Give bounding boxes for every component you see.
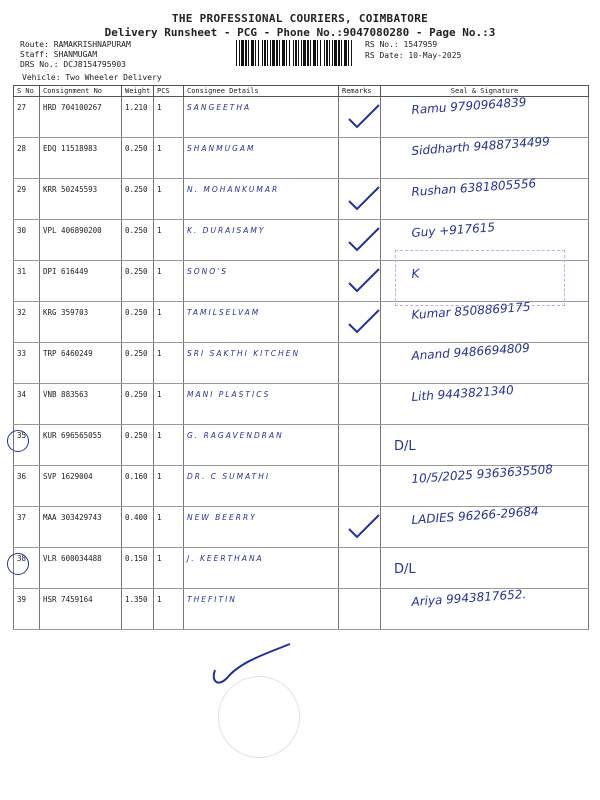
sno-cell: 38 [14,548,40,589]
rs-number: RS No.: 1547959 [365,40,438,49]
barcode-icon [236,40,356,66]
consignment-cell: HRD 704100267 [40,97,122,138]
column-header: PCS [154,86,184,97]
weight-cell: 0.150 [122,548,154,589]
pcs-cell: 1 [154,507,184,548]
consignment-cell: HSR 7459164 [40,589,122,630]
route-staff-block [20,40,131,70]
remarks-cell [339,302,381,343]
remarks-cell [339,179,381,220]
consignment-cell: EDQ 11518983 [40,138,122,179]
table-row [14,179,589,220]
vehicle-text: Vehicle: Two Wheeler Delivery [22,73,162,82]
consignee-cell: J. KEERTHANA [184,548,339,589]
weight-cell: 0.400 [122,507,154,548]
consignee-cell: K. DURAISAMY [184,220,339,261]
sno-cell: 29 [14,179,40,220]
pcs-cell: 1 [154,425,184,466]
tick-mark-icon [347,185,381,211]
sno-cell: 39 [14,589,40,630]
column-header: S No [14,86,40,97]
signature-text: Siddharth 9488734499 [411,134,551,158]
remarks-cell [339,384,381,425]
consignment-cell: KRR 50245593 [40,179,122,220]
sno-cell: 27 [14,97,40,138]
column-header: Remarks [339,86,381,97]
weight-cell: 1.210 [122,97,154,138]
remarks-cell [339,425,416,466]
company-seal-stamp [395,250,565,306]
sno-cell: 28 [14,138,40,179]
remarks-cell [339,220,381,261]
consignment-cell: VLR 600034488 [40,548,122,589]
pcs-cell: 1 [154,548,184,589]
tick-mark-icon [347,103,381,129]
table-header-row [14,86,589,97]
tick-mark-icon [347,226,381,252]
sno-cell: 34 [14,384,40,425]
signature-text: K [411,266,420,281]
consignment-cell: KRG 359703 [40,302,122,343]
signature-cell [381,299,589,343]
pcs-cell: 1 [154,589,184,630]
consignee-cell: SHANMUGAM [184,138,339,179]
consignee-cell: TAMILSELVAM [184,302,339,343]
weight-cell: 0.250 [122,220,154,261]
column-header: Consignment No [40,86,122,97]
pcs-cell: 1 [154,138,184,179]
tick-mark-icon [347,308,381,334]
signature-cell [381,548,589,589]
circled-serial-mark [7,553,29,575]
sno-cell: 36 [14,466,40,507]
signature-cell [381,94,589,138]
weight-cell: 1.350 [122,589,154,630]
consignee-cell: N. MOHANKUMAR [184,179,339,220]
table-row [14,138,589,179]
signature-cell [381,462,589,507]
table-row [14,384,589,425]
signature-cell [381,340,589,384]
weight-cell: 0.250 [122,138,154,179]
table-row [14,466,589,507]
weight-cell: 0.250 [122,425,154,466]
sno-cell: 30 [14,220,40,261]
consignment-cell: DPI 616449 [40,261,122,302]
remarks-cell [339,97,381,138]
pcs-cell: 1 [154,466,184,507]
sno-cell: 33 [14,343,40,384]
sno-cell: 37 [14,507,40,548]
pcs-cell: 1 [154,261,184,302]
table-row [14,589,589,630]
signature-text: Ramu 9790964839 [411,94,527,117]
circled-serial-mark [7,430,29,452]
table-row [14,302,589,343]
consignee-cell: THEFITIN [184,589,339,630]
column-header: Consignee Details [184,86,339,97]
pcs-cell: 1 [154,97,184,138]
pcs-cell: 1 [154,302,184,343]
consignee-cell: SONO'S [184,261,339,302]
signature-text: Anand 9486694809 [411,340,531,363]
weight-cell: 0.160 [122,466,154,507]
consignment-cell: VPL 406890200 [40,220,122,261]
table-row [14,343,589,384]
runsheet-table [13,85,589,630]
table-row [14,548,589,589]
column-header: Seal & Signature [381,86,589,97]
remarks-cell [339,343,381,384]
consignment-cell: KUR 696565055 [40,425,122,466]
consignment-cell: SVP 1629004 [40,466,122,507]
pcs-cell: 1 [154,384,184,425]
signature-text: 10/5/2025 9363635508 [411,462,554,486]
consignee-cell: NEW BEERRY [184,507,339,548]
runsheet-title: THE PROFESSIONAL COURIERS, COIMBATORE [171,12,429,25]
weight-cell: 0.250 [122,384,154,425]
signature-cell [381,384,589,425]
signature-text: LADIES 96266-29684 [411,504,540,527]
tick-mark-icon [347,513,381,539]
remarks-cell [339,466,381,507]
weight-cell: 0.250 [122,261,154,302]
route-text: Route: RAMAKRISHNAPURAM [20,40,131,49]
tick-mark-icon [347,267,381,293]
remarks-cell [339,507,381,548]
signature-cell [381,134,589,179]
consignment-cell: VNB 883563 [40,384,122,425]
remarks-cell [339,548,416,589]
remarks-cell [339,138,381,179]
table-row [14,97,589,138]
weight-cell: 0.250 [122,179,154,220]
consignee-cell: G. RAGAVENDRAN [184,425,339,466]
signature-cell [381,586,589,630]
consignment-cell: TRP 6460249 [40,343,122,384]
pcs-cell: 1 [154,343,184,384]
remark-text: D/L [394,439,416,454]
rs-block [365,40,461,61]
weight-cell: 0.250 [122,343,154,384]
staff-text: Staff: SHANMUGAM [20,50,98,59]
faint-stamp-circle [218,676,300,758]
consignment-cell: MAA 303429743 [40,507,122,548]
table-row [14,507,589,548]
signature-cell [381,504,589,548]
sno-cell: 32 [14,302,40,343]
sno-cell: 35 [14,425,40,466]
table-row [14,425,589,466]
signature-text: Kumar 8508869175 [411,299,531,322]
signature-text: Guy +917615 [411,220,496,240]
pcs-cell: 1 [154,179,184,220]
runsheet-subtitle: Delivery Runsheet - PCG - Phone No.:9047080280 - Page No.:3 [104,26,496,39]
signature-text: Ariya 9943817652. [411,586,527,609]
weight-cell: 0.250 [122,302,154,343]
signature-cell [381,176,589,220]
drs-number: DRS No.: DCJ8154795903 [20,60,126,69]
column-header: Weight [122,86,154,97]
rs-date: RS Date: 10-May-2025 [365,51,462,60]
remark-text: D/L [394,562,416,577]
consignee-cell: MANI PLASTICS [184,384,339,425]
consignee-cell: DR. C SUMATHI [184,466,339,507]
consignee-cell: SANGEETHA [184,97,339,138]
pcs-cell: 1 [154,220,184,261]
signature-text: Lith 9443821340 [411,382,515,404]
remarks-cell [339,589,381,630]
signature-cell [381,425,589,466]
sno-cell: 31 [14,261,40,302]
consignee-cell: SRI SAKTHI KITCHEN [184,343,339,384]
signature-text: Rushan 6381805556 [411,176,537,199]
remarks-cell [339,261,381,302]
